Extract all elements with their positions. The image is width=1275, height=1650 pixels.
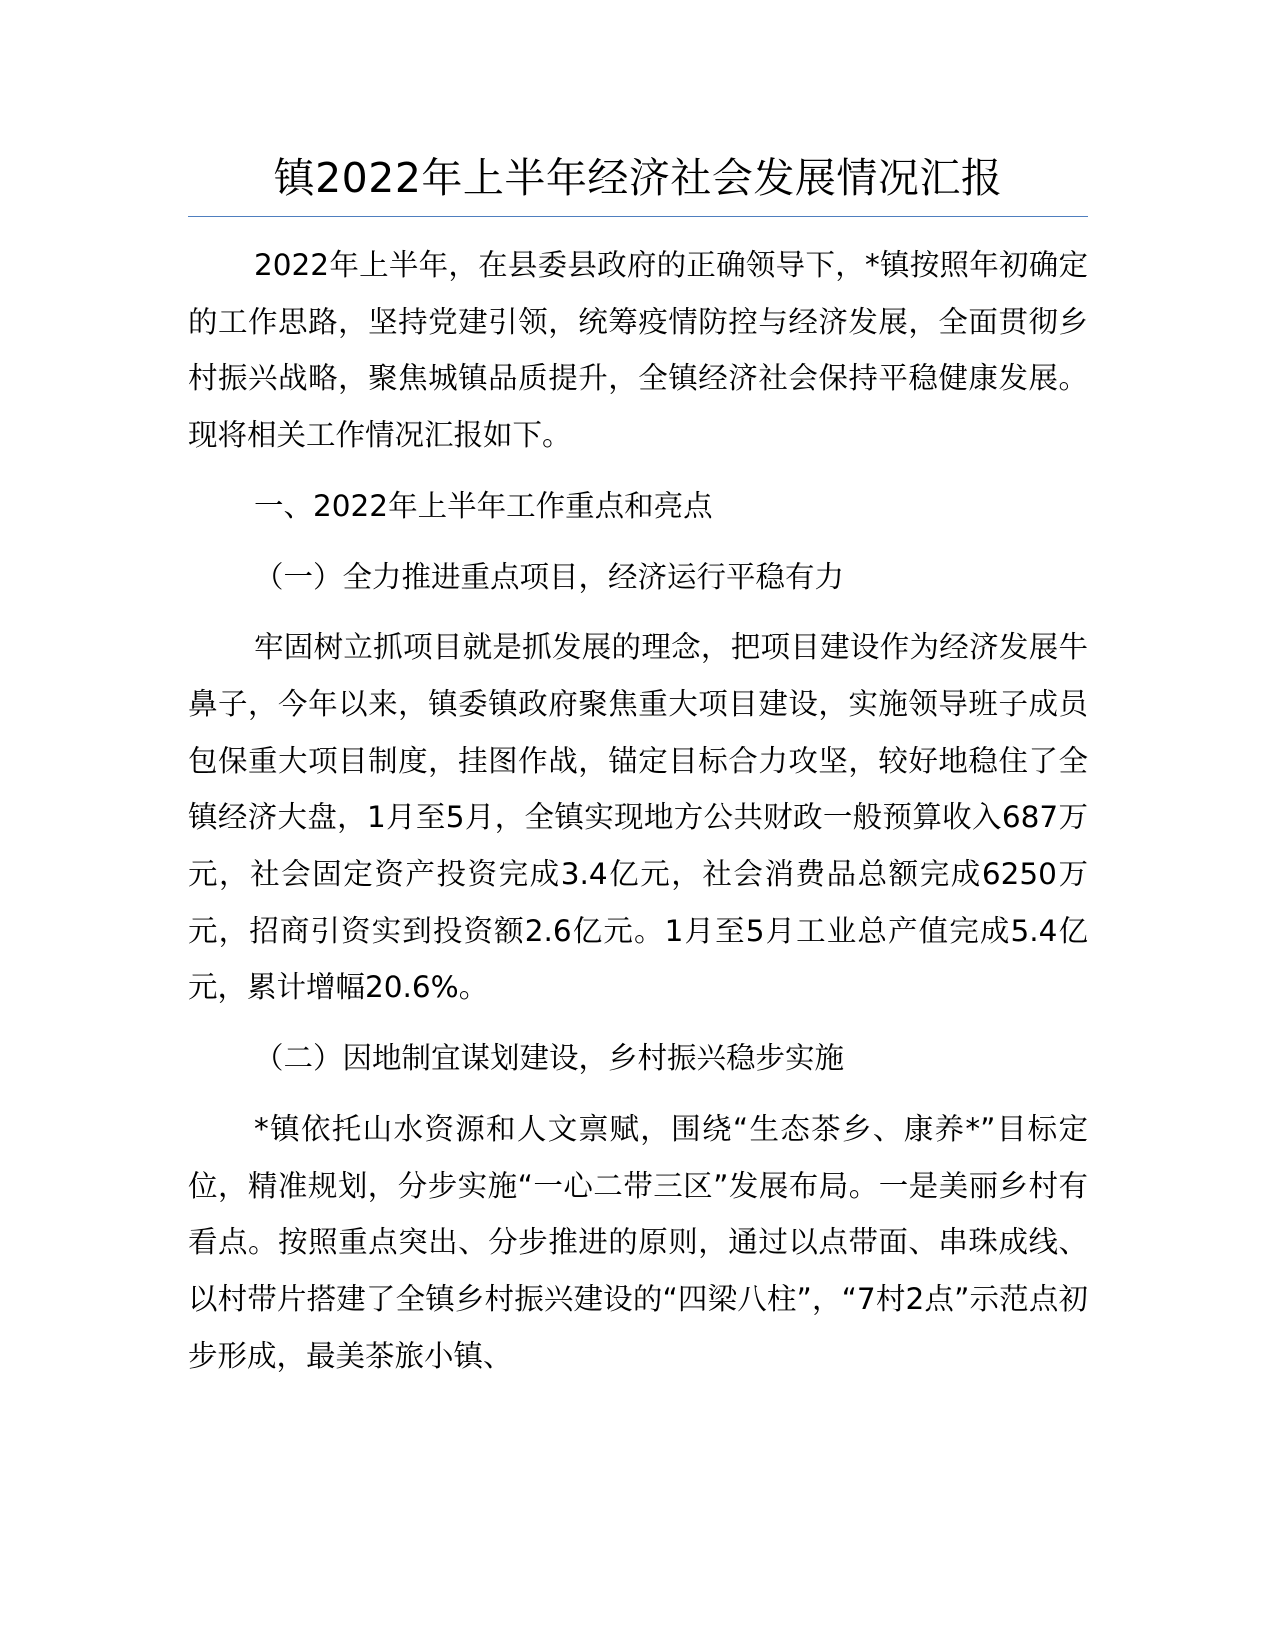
subsection-heading-2: （二）因地制宜谋划建设，乡村振兴稳步实施 [254, 1041, 845, 1076]
document-title: 镇2022年上半年经济社会发展情况汇报 [273, 154, 1003, 202]
intro-paragraph: 2022年上半年，在县委县政府的正确领导下，*镇按照年初确定的工作思路，坚持党建引领，统筹疫情防控与经济发展，全面贯彻乡村振兴战略，聚焦城镇品质提升，全镇经济社会保持平稳健康发展。现将相关工作情况汇报如下。 [188, 248, 1088, 453]
document-body [188, 237, 1088, 1384]
rural-revitalization-paragraph: *镇依托山水资源和人文禀赋，围绕“生态茶乡、康养*”目标定位，精准规划，分步实施“一心二带三区”发展布局。一是美丽乡村有看点。按照重点突出、分步推进的原则，通过以点带面、串珠成线、以村带片搭建了全镇乡村振兴建设的“四梁八柱”，“7村2点”示范点初步形成，最美茶旅小镇、 [188, 1111, 1088, 1373]
projects-paragraph: 牢固树立抓项目就是抓发展的理念，把项目建设作为经济发展牛鼻子，今年以来，镇委镇政府聚焦重大项目建设，实施领导班子成员包保重大项目制度，挂图作战，锚定目标合力攻坚，较好地稳住了全镇经济大盘，1月至5月，全镇实现地方公共财政一般预算收入687万元，社会固定资产投资完成3.4亿元，社会消费品总额完成6250万元，招商引资实到投资额2.6亿元。1月至5月工业总产值完成5.4亿元，累计增幅20.6%。 [188, 630, 1088, 1005]
title-divider [188, 216, 1088, 217]
section-heading-1: 一、2022年上半年工作重点和亮点 [254, 488, 713, 523]
subsection-heading-1: （一）全力推进重点项目，经济运行平稳有力 [254, 559, 845, 594]
